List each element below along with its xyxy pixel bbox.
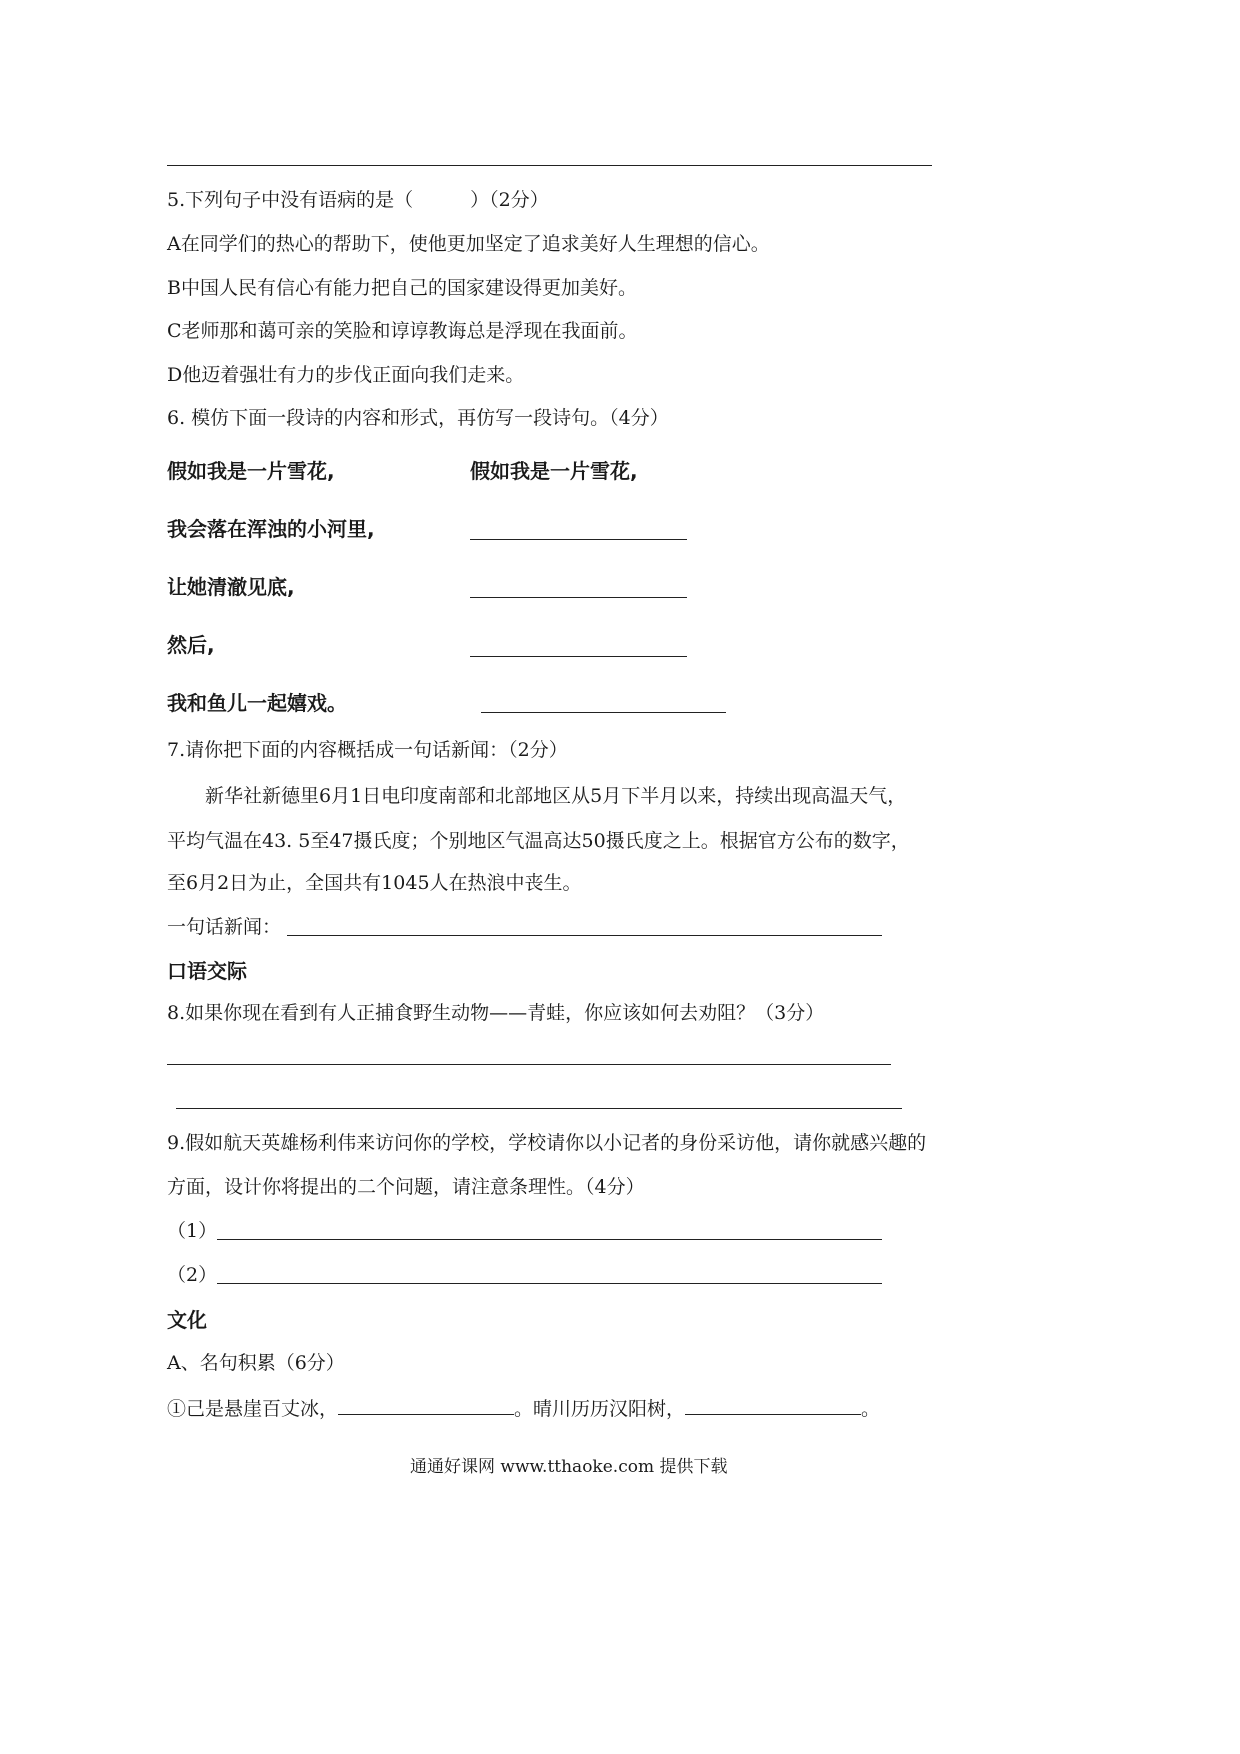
q7-answer-blank[interactable] xyxy=(287,935,882,936)
section-a-blank-1[interactable] xyxy=(338,1394,514,1415)
q7-stem: 7.请你把下面的内容概括成一句话新闻：（2分） xyxy=(167,739,568,761)
q6-poem-line-4: 然后, xyxy=(167,633,215,657)
q9-answer-blank-1[interactable] xyxy=(217,1239,882,1240)
section-a-blank-2[interactable] xyxy=(685,1394,861,1415)
q7-passage-line-2: 平均气温在43. 5至47摄氏度；个别地区气温高达50摄氏度之上。根据官方公布的数字， xyxy=(167,830,910,852)
q6-poem-right-line-1: 假如我是一片雪花, xyxy=(470,459,638,483)
q9-item-1-label: （1） xyxy=(167,1220,218,1242)
q5-option-d: D他迈着强壮有力的步伐正面向我们走来。 xyxy=(167,364,525,386)
q5-stem: 5.下列句子中没有语病的是（ ）（2分） xyxy=(167,189,549,211)
q6-answer-blank-2[interactable] xyxy=(470,539,687,540)
header-rule xyxy=(167,165,932,166)
q7-passage-line-1: 新华社新德里6月1日电印度南部和北部地区从5月下半月以来，持续出现高温天气， xyxy=(205,785,907,807)
q6-poem-line-5: 我和鱼儿一起嬉戏。 xyxy=(167,691,347,715)
oral-heading: 口语交际 xyxy=(167,959,247,983)
q8-answer-blank-2[interactable] xyxy=(176,1108,902,1109)
section-a-text-2: 。晴川历历汉阳树， xyxy=(514,1398,686,1420)
q6-poem-line-1: 假如我是一片雪花, xyxy=(167,459,335,483)
q5-option-b: B中国人民有信心有能力把自己的国家建设得更加美好。 xyxy=(167,277,637,299)
section-a-text-1: ①己是悬崖百丈冰， xyxy=(167,1398,339,1420)
q7-answer-label: 一句话新闻： xyxy=(167,916,282,938)
q8-stem: 8.如果你现在看到有人正捕食野生动物——青蛙，你应该如何去劝阻？（3分） xyxy=(167,1002,825,1024)
section-a-line-1 xyxy=(167,1394,880,1421)
culture-heading: 文化 xyxy=(167,1308,207,1332)
q6-poem-line-2: 我会落在浑浊的小河里, xyxy=(167,517,375,541)
q6-answer-blank-4[interactable] xyxy=(470,656,687,657)
q6-stem: 6. 模仿下面一段诗的内容和形式，再仿写一段诗句。（4分） xyxy=(167,407,669,429)
q5-option-a: A在同学们的热心的帮助下，使他更加坚定了追求美好人生理想的信心。 xyxy=(167,233,770,255)
q6-answer-blank-5[interactable] xyxy=(481,712,726,713)
section-a-title: A、名句积累（6分） xyxy=(167,1352,345,1374)
q6-poem-line-3: 让她清澈见底, xyxy=(167,575,295,599)
q5-option-c: C老师那和蔼可亲的笑脸和谆谆教诲总是浮现在我面前。 xyxy=(167,320,638,342)
q9-item-2-label: （2） xyxy=(167,1264,218,1286)
section-a-text-3: 。 xyxy=(861,1398,881,1420)
q7-passage-line-3: 至6月2日为止，全国共有1045人在热浪中丧生。 xyxy=(167,872,582,894)
q9-stem-line-2: 方面，设计你将提出的二个问题，请注意条理性。（4分） xyxy=(167,1176,645,1198)
q9-answer-blank-2[interactable] xyxy=(217,1283,882,1284)
q9-stem-line-1: 9.假如航天英雄杨利伟来访问你的学校，学校请你以小记者的身份采访他，请你就感兴趣的 xyxy=(167,1132,927,1154)
q8-answer-blank-1[interactable] xyxy=(167,1064,891,1065)
footer-credit: 通通好课网 www.tthaoke.com 提供下载 xyxy=(410,1457,728,1477)
q6-answer-blank-3[interactable] xyxy=(470,597,687,598)
